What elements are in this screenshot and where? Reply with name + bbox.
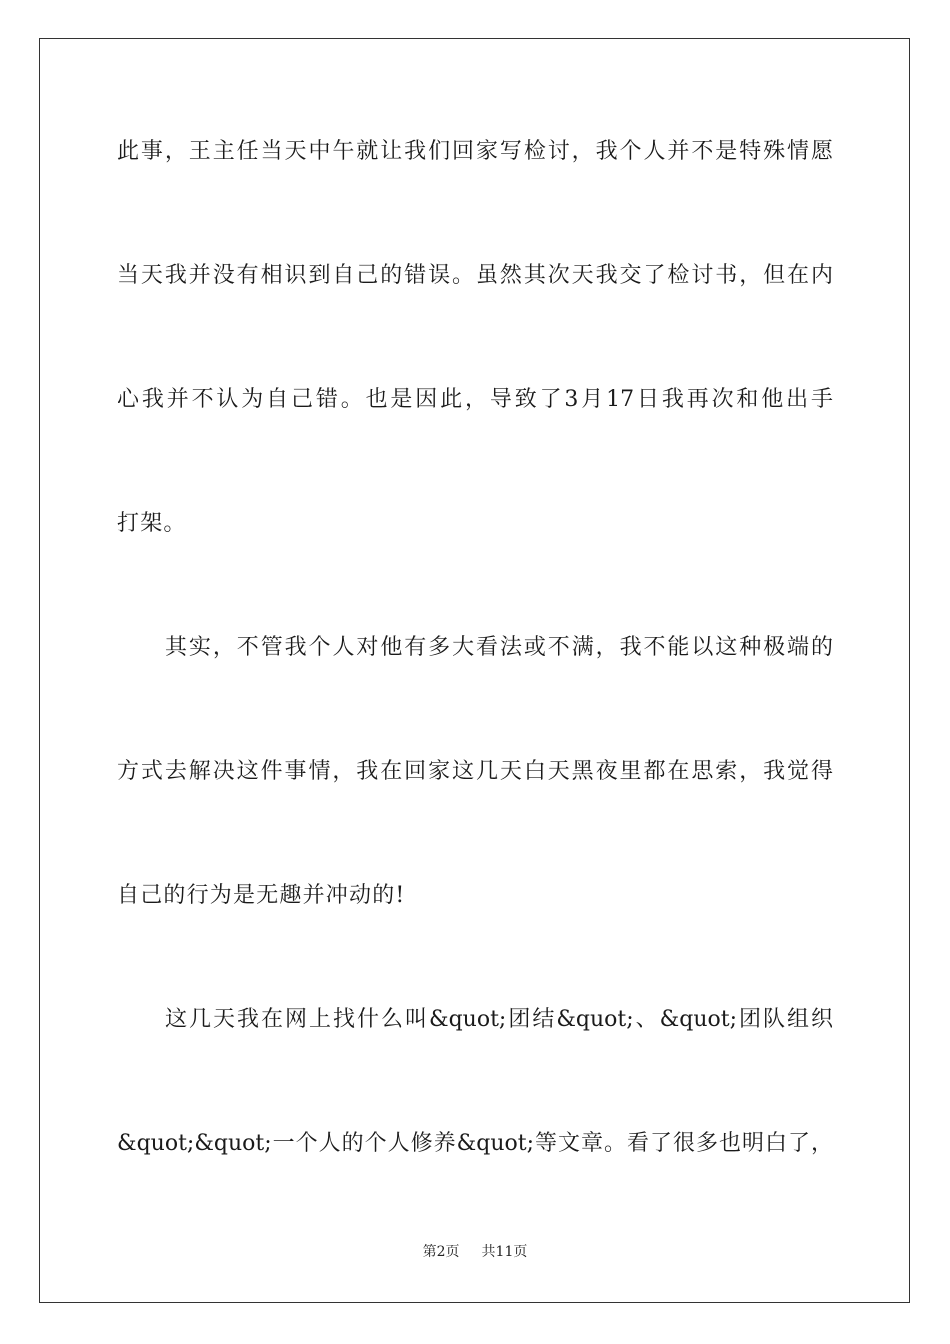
page-footer <box>0 1242 950 1262</box>
text-line: &quot;&quot;一个人的个人修养&quot;等文章。看了很多也明白了， <box>117 1131 833 1156</box>
text-line: 打架。 <box>117 511 187 536</box>
text-line: 方式去解决这件事情，我在回家这几天白天黑夜里都在思索，我觉得 <box>117 759 833 784</box>
text-line: 当天我并没有相识到自己的错误。虽然其次天我交了检讨书，但在内 <box>117 263 833 288</box>
text-line: 自己的行为是无趣并冲动的! <box>117 883 406 908</box>
text-line: 心我并不认为自己错。也是因此，导致了3月17日我再次和他出手 <box>117 387 833 412</box>
text-line: 此事，王主任当天中午就让我们回家写检讨，我个人并不是特殊情愿 <box>117 139 833 164</box>
text-line: 其实，不管我个人对他有多大看法或不满，我不能以这种极端的 <box>165 635 833 660</box>
page-number: 第2页 <box>422 1244 460 1260</box>
page-border <box>39 38 910 1303</box>
page-total: 共11页 <box>481 1244 528 1260</box>
text-line: 这几天我在网上找什么叫&quot;团结&quot;、&quot;团队组织 <box>165 1007 833 1032</box>
